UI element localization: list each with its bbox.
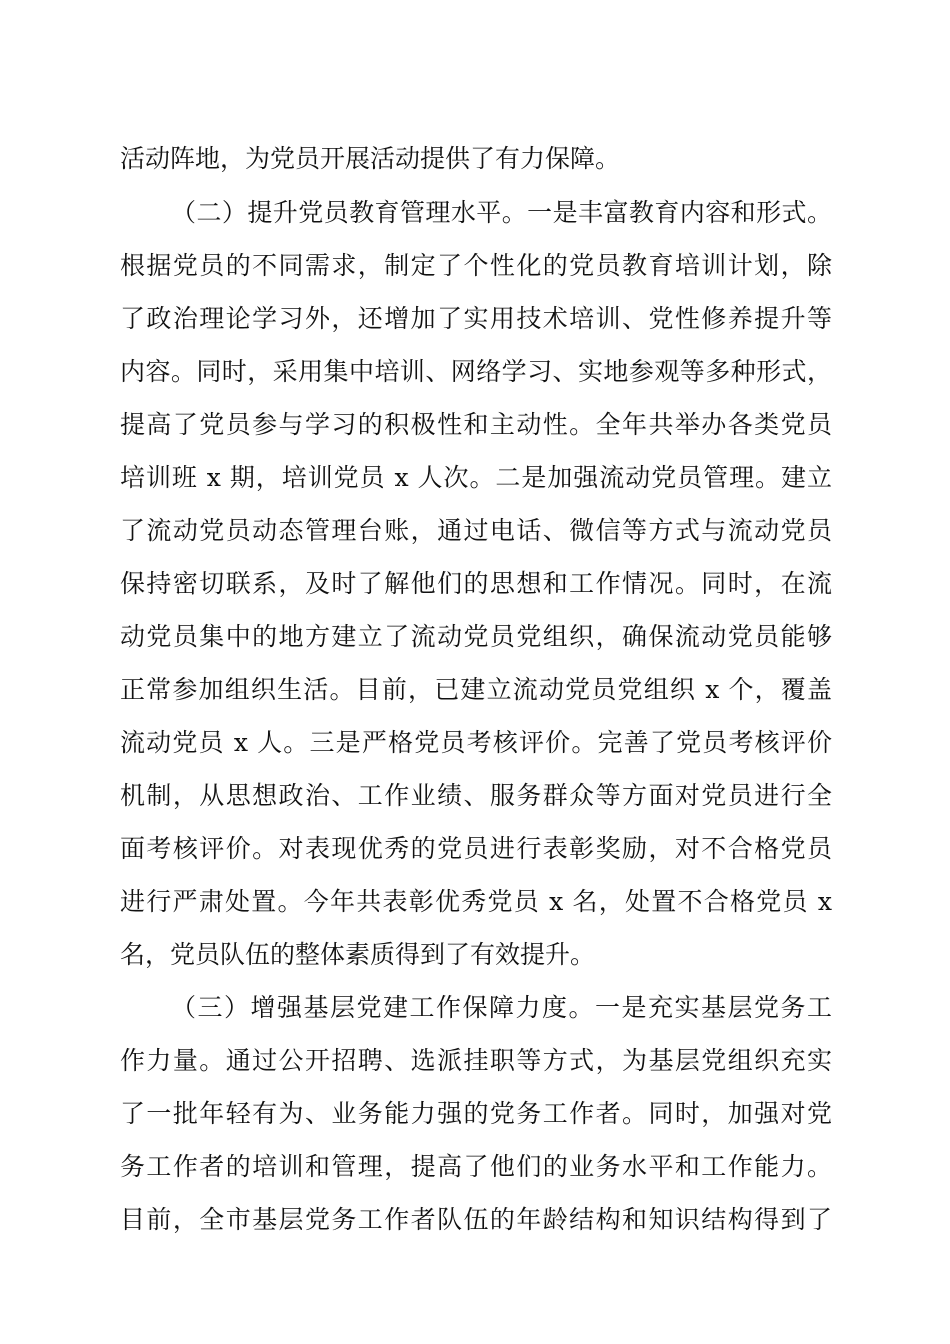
text-line: 名，党员队伍的整体素质得到了有效提升。 <box>120 940 596 969</box>
text-line: 面考核评价。对表现优秀的党员进行表彰奖励，对不合格党员 <box>120 834 832 863</box>
text-line: 保持密切联系，及时了解他们的思想和工作情况。同时，在流 <box>120 569 832 598</box>
text-line: 作力量。通过公开招聘、选派挂职等方式，为基层党组织充实 <box>120 1046 832 1075</box>
text-line: 了流动党员动态管理台账，通过电话、微信等方式与流动党员 <box>120 516 832 545</box>
text-line: 内容。同时，采用集中培训、网络学习、实地参观等多种形式， <box>120 357 832 386</box>
text-line: 动党员集中的地方建立了流动党员党组织，确保流动党员能够 <box>120 622 832 651</box>
text-line: 了政治理论学习外，还增加了实用技术培训、党性修养提升等 <box>120 304 832 333</box>
text-line: 培训班 x 期，培训党员 x 人次。二是加强流动党员管理。建立 <box>120 463 832 492</box>
section-3-heading-line: （三）增强基层党建工作保障力度。一是充实基层党务工 <box>171 993 832 1022</box>
text-line: 流动党员 x 人。三是严格党员考核评价。完善了党员考核评价 <box>120 728 832 757</box>
text-line: 了一批年轻有为、业务能力强的党务工作者。同时，加强对党 <box>120 1099 832 1128</box>
text-line: 务工作者的培训和管理，提高了他们的业务水平和工作能力。 <box>120 1152 832 1181</box>
text-line: 进行严肃处置。今年共表彰优秀党员 x 名，处置不合格党员 x <box>120 887 832 916</box>
text-line: 机制，从思想政治、工作业绩、服务群众等方面对党员进行全 <box>120 781 832 810</box>
text-line-continuation: 活动阵地，为党员开展活动提供了有力保障。 <box>120 144 621 173</box>
section-2-heading-line: （二）提升党员教育管理水平。一是丰富教育内容和形式。 <box>171 198 832 227</box>
text-line: 根据党员的不同需求，制定了个性化的党员教育培训计划，除 <box>120 251 832 280</box>
text-line: 正常参加组织生活。目前，已建立流动党员党组织 x 个，覆盖 <box>120 675 832 704</box>
text-line: 提高了党员参与学习的积极性和主动性。全年共举办各类党员 <box>120 410 832 439</box>
text-line: 目前，全市基层党务工作者队伍的年龄结构和知识结构得到了 <box>120 1205 832 1234</box>
